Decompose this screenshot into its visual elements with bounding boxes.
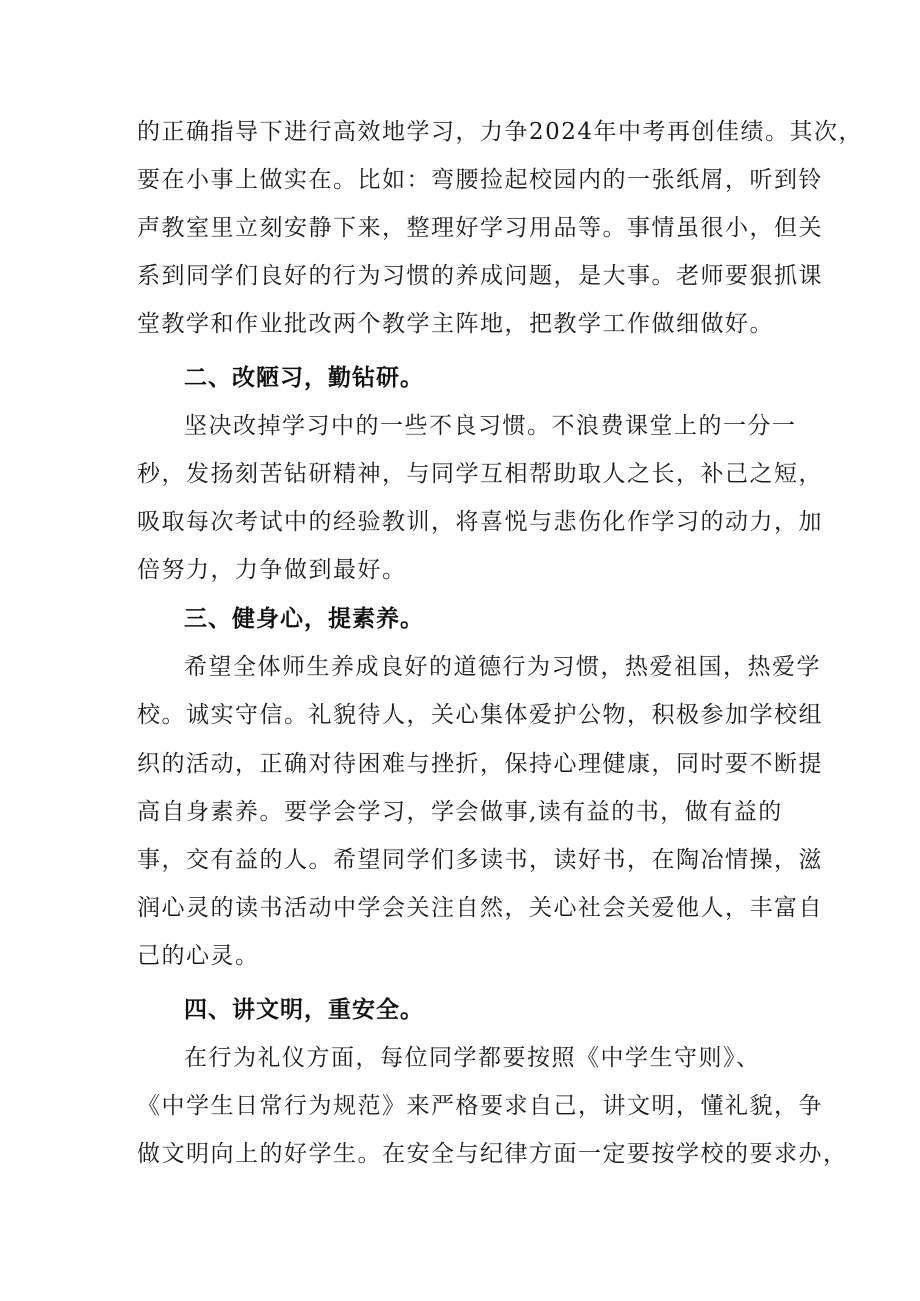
paragraph-3-line-7: 己的心灵。	[137, 943, 260, 969]
paragraph-4-line-1: 在行为礼仪方面，每位同学都要按照《中学生守则》、	[184, 1045, 761, 1071]
paragraph-3-line-4: 高自身素养。要学会学习，学会做事,读有益的书，做有益的	[137, 799, 783, 825]
paragraph-3-line-2: 校。诚实守信。礼貌待人，关心集体爱护公物，积极参加学校组	[137, 702, 823, 728]
paragraph-1-line-4: 系到同学们良好的行为习惯的养成问题，是大事。老师要狠抓课	[137, 263, 823, 289]
section-heading-3: 三、健身心，提素养。	[184, 606, 424, 632]
paragraph-1-line-2: 要在小事上做实在。比如：弯腰捡起校园内的一张纸屑，听到铃	[137, 167, 823, 193]
paragraph-2-line-4: 倍努力，力争做到最好。	[137, 557, 407, 583]
paragraph-2-line-2: 秒，发扬刻苦钻研精神，与同学互相帮助取人之长，补己之短，	[137, 461, 823, 487]
paragraph-3-line-6: 润心灵的读书活动中学会关注自然，关心社会关爱他人，丰富自	[137, 895, 823, 921]
paragraph-1-line-3: 声教室里立刻安静下来，整理好学习用品等。事情虽很小，但关	[137, 215, 823, 241]
paragraph-3-line-3: 织的活动，正确对待困难与挫折，保持心理健康，同时要不断提	[137, 751, 823, 777]
paragraph-4-line-2: 《中学生日常行为规范》来严格要求自己，讲文明，懂礼貌，争	[137, 1093, 823, 1119]
paragraph-3-line-5: 事，交有益的人。希望同学们多读书，读好书，在陶冶情操，滋	[137, 847, 823, 873]
section-heading-4: 四、讲文明，重安全。	[184, 997, 424, 1023]
section-heading-2: 二、改陋习，勤钻研。	[184, 365, 424, 391]
paragraph-3-line-1: 希望全体师生养成良好的道德行为习惯，热爱祖国，热爱学	[184, 654, 821, 680]
paragraph-1-line-1: 的正确指导下进行高效地学习，力争2024年中考再创佳绩。其次，	[137, 119, 864, 145]
paragraph-1-line-5: 堂教学和作业批改两个教学主阵地，把教学工作做细做好。	[137, 311, 774, 337]
paragraph-2-line-3: 吸取每次考试中的经验教训，将喜悦与悲伤化作学习的动力，加	[137, 509, 823, 535]
paragraph-4-line-3: 做文明向上的好学生。在安全与纪律方面一定要按学校的要求办，	[137, 1141, 848, 1167]
paragraph-2-line-1: 坚决改掉学习中的一些不良习惯。不浪费课堂上的一分一	[184, 413, 797, 439]
